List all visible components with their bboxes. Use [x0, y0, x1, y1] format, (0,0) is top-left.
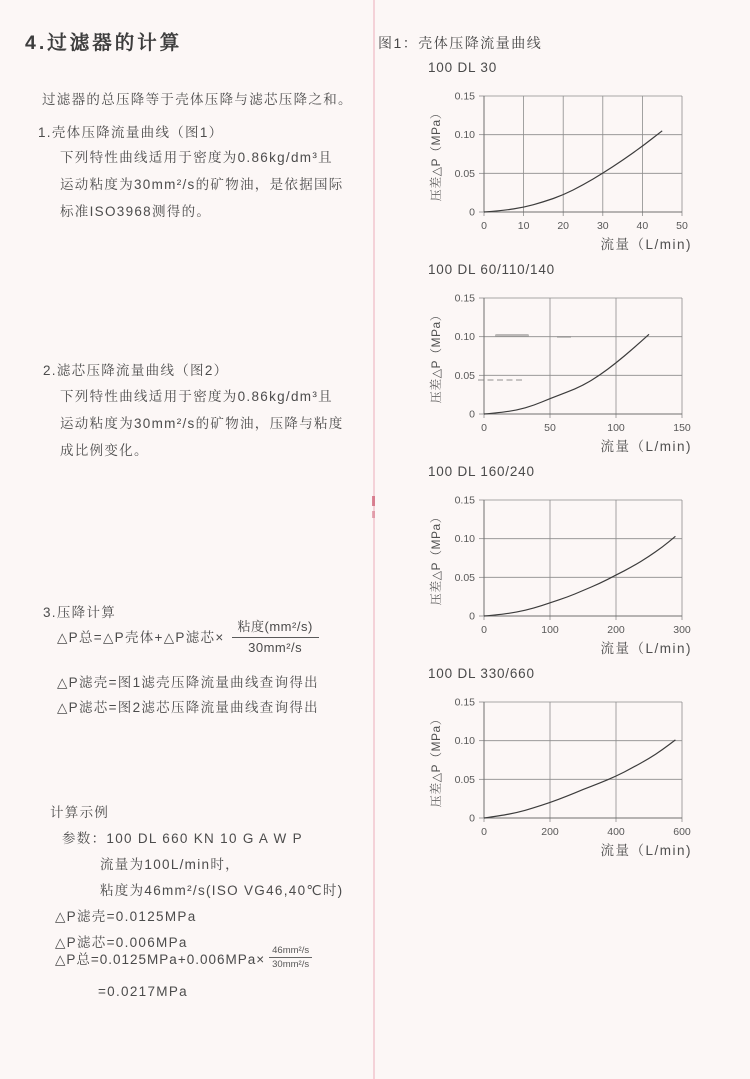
axes	[484, 702, 682, 818]
example-element-drop: △P滤芯=0.006MPa	[55, 935, 188, 950]
pressure-drop-formula	[57, 616, 319, 655]
scan-artifact	[372, 496, 375, 506]
axes	[484, 500, 682, 616]
svg-text:0.15: 0.15	[454, 696, 475, 709]
curve	[484, 334, 649, 414]
svg-text:100: 100	[541, 624, 559, 636]
y-axis-label: 压差△P（MPa）	[429, 712, 443, 808]
svg-text:0: 0	[469, 610, 475, 623]
y-axis-label: 压差△P（MPa）	[429, 308, 443, 404]
svg-text:200: 200	[607, 624, 625, 636]
scan-artifact	[372, 511, 375, 518]
chart-canvas	[420, 284, 712, 462]
svg-text:0: 0	[481, 624, 487, 636]
svg-text:0.10: 0.10	[454, 735, 475, 748]
svg-text:150: 150	[673, 422, 691, 434]
svg-text:400: 400	[607, 826, 625, 838]
section3-heading: 3.压降计算	[43, 605, 117, 620]
chart-100-dl-160-240	[420, 464, 722, 669]
svg-text:0: 0	[469, 206, 475, 219]
curve	[484, 131, 662, 212]
intro-paragraph: 过滤器的总压降等于壳体压降与滤芯压降之和。	[42, 92, 353, 107]
svg-text:200: 200	[541, 826, 559, 838]
svg-text:30: 30	[596, 220, 609, 232]
svg-text:0.10: 0.10	[454, 331, 475, 344]
section1-heading: 1.壳体压降流量曲线（图1）	[38, 125, 224, 140]
svg-text:0.10: 0.10	[454, 533, 475, 546]
chart-100-dl-330-660	[420, 666, 722, 871]
chart-100-dl-60-110-140	[420, 262, 722, 467]
svg-text:0.15: 0.15	[454, 494, 475, 507]
example-shell-drop: △P滤壳=0.0125MPa	[55, 909, 197, 924]
svg-text:100: 100	[607, 422, 625, 434]
axes	[484, 298, 682, 414]
page-title: 4.过滤器的计算	[25, 32, 183, 54]
section2-line: 运动粘度为30mm²/s的矿物油，压降与粘度	[60, 416, 344, 431]
chart-title: 100 DL 60/110/140	[428, 262, 555, 277]
grid	[479, 96, 682, 216]
svg-text:50: 50	[544, 422, 556, 434]
y-axis-label: 压差△P（MPa）	[429, 106, 443, 202]
svg-text:0: 0	[481, 220, 487, 232]
example-parameters: 参数：100 DL 660 KN 10 G A W P	[62, 831, 303, 846]
x-axis-label: 流量（L/min)	[600, 439, 692, 454]
svg-text:300: 300	[673, 624, 691, 636]
example-total-formula	[55, 945, 312, 970]
svg-text:0.15: 0.15	[454, 292, 475, 305]
x-axis-label: 流量（L/min)	[600, 843, 692, 858]
formula-lhs: △P总=0.0125MPa+0.006MPa×	[55, 951, 266, 967]
svg-text:40: 40	[636, 220, 649, 232]
section3-note2: △P滤芯=图2滤芯压降流量曲线查询得出	[57, 700, 319, 715]
curve	[484, 536, 675, 616]
section3-note1: △P滤壳=图1滤壳压降流量曲线查询得出	[57, 675, 319, 690]
chart-title: 100 DL 160/240	[428, 464, 535, 479]
grid	[479, 500, 682, 620]
tick-labels	[455, 495, 691, 637]
chart-canvas	[420, 486, 712, 664]
svg-text:600: 600	[673, 826, 691, 838]
chart-title: 100 DL 330/660	[428, 666, 535, 681]
formula-fraction	[269, 945, 312, 970]
section1-line: 下列特性曲线适用于密度为0.86kg/dm³且	[60, 150, 333, 165]
grid	[479, 702, 682, 822]
svg-text:0: 0	[481, 422, 487, 434]
fraction-numerator: 46mm²/s	[269, 945, 312, 958]
x-axis-label: 流量（L/min)	[600, 237, 692, 252]
chart-100-dl-30	[420, 60, 722, 265]
chart-title: 100 DL 30	[428, 60, 497, 75]
formula-lhs: △P总=△P壳体+△P滤芯×	[57, 629, 225, 645]
y-axis-label: 压差△P（MPa）	[429, 510, 443, 606]
svg-text:0.05: 0.05	[454, 571, 475, 584]
tick-labels	[455, 293, 691, 435]
axes	[484, 96, 682, 212]
formula-fraction	[232, 616, 319, 655]
fraction-denominator: 30mm²/s	[248, 640, 303, 655]
svg-text:0.10: 0.10	[454, 129, 475, 142]
chart-canvas	[420, 82, 712, 260]
tick-labels	[455, 91, 688, 233]
svg-text:0.05: 0.05	[454, 773, 475, 786]
svg-text:0.05: 0.05	[454, 167, 475, 180]
fraction-numerator: 粘度(mm²/s)	[232, 616, 319, 638]
svg-text:0: 0	[469, 812, 475, 825]
section2-line: 成比例变化。	[60, 443, 149, 458]
x-axis-label: 流量（L/min)	[600, 641, 692, 656]
svg-text:20: 20	[557, 220, 570, 232]
svg-text:0: 0	[469, 408, 475, 421]
section1-line: 标准ISO3968测得的。	[60, 204, 212, 219]
example-result: =0.0217MPa	[98, 984, 188, 999]
fraction-denominator: 30mm²/s	[272, 959, 310, 970]
svg-text:0.15: 0.15	[454, 90, 475, 103]
example-heading: 计算示例	[50, 805, 110, 820]
section2-body	[60, 383, 344, 464]
section2-heading: 2.滤芯压降流量曲线（图2）	[43, 363, 229, 378]
section1-line: 运动粘度为30mm²/s的矿物油，是依据国际	[60, 177, 344, 192]
grid	[479, 298, 682, 418]
chart-canvas	[420, 688, 712, 866]
svg-text:10: 10	[517, 220, 530, 232]
svg-text:0.05: 0.05	[454, 369, 475, 382]
svg-text:50: 50	[676, 220, 688, 232]
section1-body	[60, 144, 344, 225]
scan-fold-line	[373, 0, 375, 1079]
svg-text:0: 0	[481, 826, 487, 838]
section2-line: 下列特性曲线适用于密度为0.86kg/dm³且	[60, 389, 333, 404]
example-flow-line: 流量为100L/min时，	[100, 857, 240, 872]
figure-heading: 图1：壳体压降流量曲线	[378, 35, 543, 51]
example-viscosity-line: 粘度为46mm²/s(ISO VG46,40℃时)	[100, 883, 344, 898]
